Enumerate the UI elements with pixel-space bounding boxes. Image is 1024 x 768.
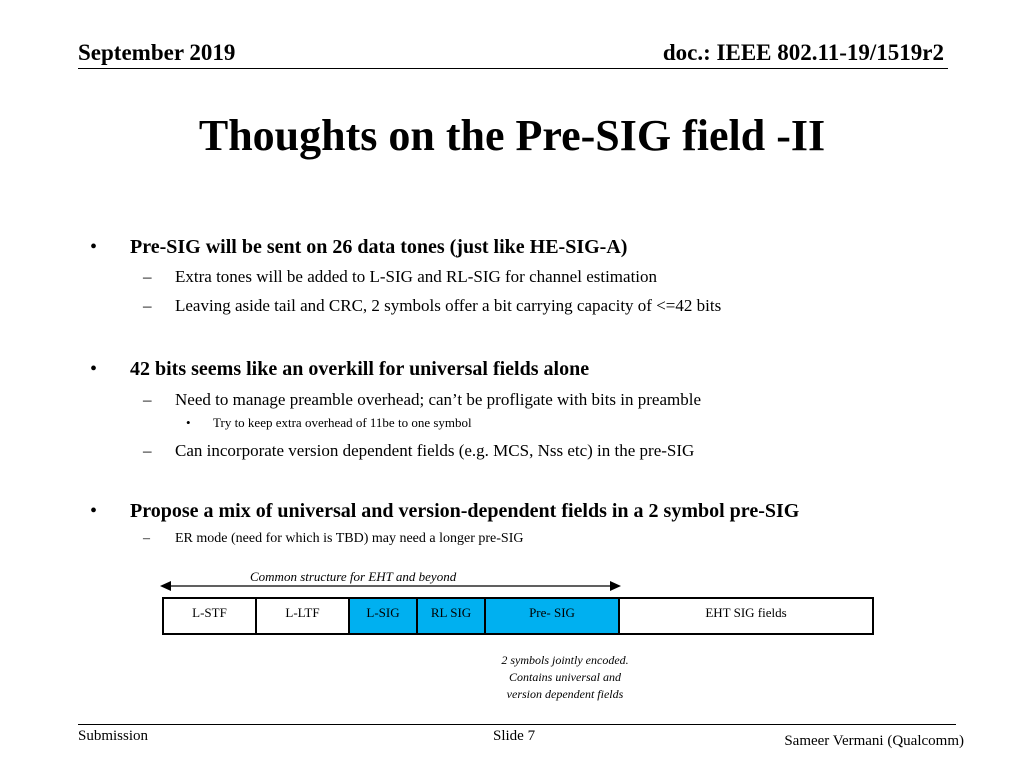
field-l-ltf: L-LTF <box>255 597 350 635</box>
bullet-3-text: Propose a mix of universal and version-dependent fields in a 2 symbol pre-SIG <box>130 500 800 522</box>
bullet-mark: • <box>186 415 191 430</box>
bullet-1-text: Pre-SIG will be sent on 26 data tones (just like HE-SIG-A) <box>130 236 628 258</box>
footer-slide-number: Slide 7 <box>493 728 536 744</box>
encoding-note-line-3: version dependent fields <box>506 687 624 701</box>
bullet-mark: • <box>90 358 98 380</box>
bullet-mark: • <box>90 236 98 258</box>
footer-divider <box>78 724 956 725</box>
field-l-stf: L-STF <box>162 597 257 635</box>
encoding-note-line-2: Contains universal and <box>508 670 621 684</box>
encoding-note-line-1: 2 symbols jointly encoded. <box>501 653 629 667</box>
header-divider <box>78 68 948 69</box>
header-doc-id: doc.: IEEE 802.11-19/1519r2 <box>662 40 944 65</box>
double-arrow-icon <box>160 578 621 594</box>
dash-mark: – <box>143 441 152 460</box>
bullet-2-sub-2-text: Can incorporate version dependent fields (e.g. MCS, Nss etc) in the pre-SIG <box>175 441 695 460</box>
dash-mark: – <box>143 531 150 546</box>
dash-mark: – <box>143 296 152 315</box>
bullet-2-text: 42 bits seems like an overkill for universal fields alone <box>130 358 590 380</box>
field-l-sig: L-SIG <box>348 597 418 635</box>
footer-submission: Submission <box>78 728 149 744</box>
footer-author: Sameer Vermani (Qualcomm) <box>784 733 964 749</box>
bullet-1-sub-2-text: Leaving aside tail and CRC, 2 symbols offer a bit carrying capacity of <=42 bits <box>175 296 722 315</box>
bullet-2-sub-1-text: Need to manage preamble overhead; can’t be profligate with bits in preamble <box>175 390 702 409</box>
dash-mark: – <box>143 390 152 409</box>
field-pre-sig: Pre- SIG <box>484 597 620 635</box>
bullet-mark: • <box>90 500 98 522</box>
bullet-1-sub-1-text: Extra tones will be added to L-SIG and RL-SIG for channel estimation <box>175 267 658 286</box>
bullet-2-subsub-1-text: Try to keep extra overhead of 11be to one symbol <box>213 415 472 430</box>
bullet-3-sub-1-text: ER mode (need for which is TBD) may need a longer pre-SIG <box>175 531 524 546</box>
header-date: September 2019 <box>78 40 236 65</box>
slide-title: Thoughts on the Pre-SIG field -II <box>198 111 826 160</box>
field-rl-sig: RL SIG <box>416 597 486 635</box>
dash-mark: – <box>143 267 152 286</box>
field-eht-sig: EHT SIG fields <box>618 597 874 635</box>
common-structure-label: Common structure for EHT and beyond <box>250 569 457 584</box>
encoding-note <box>470 652 660 703</box>
